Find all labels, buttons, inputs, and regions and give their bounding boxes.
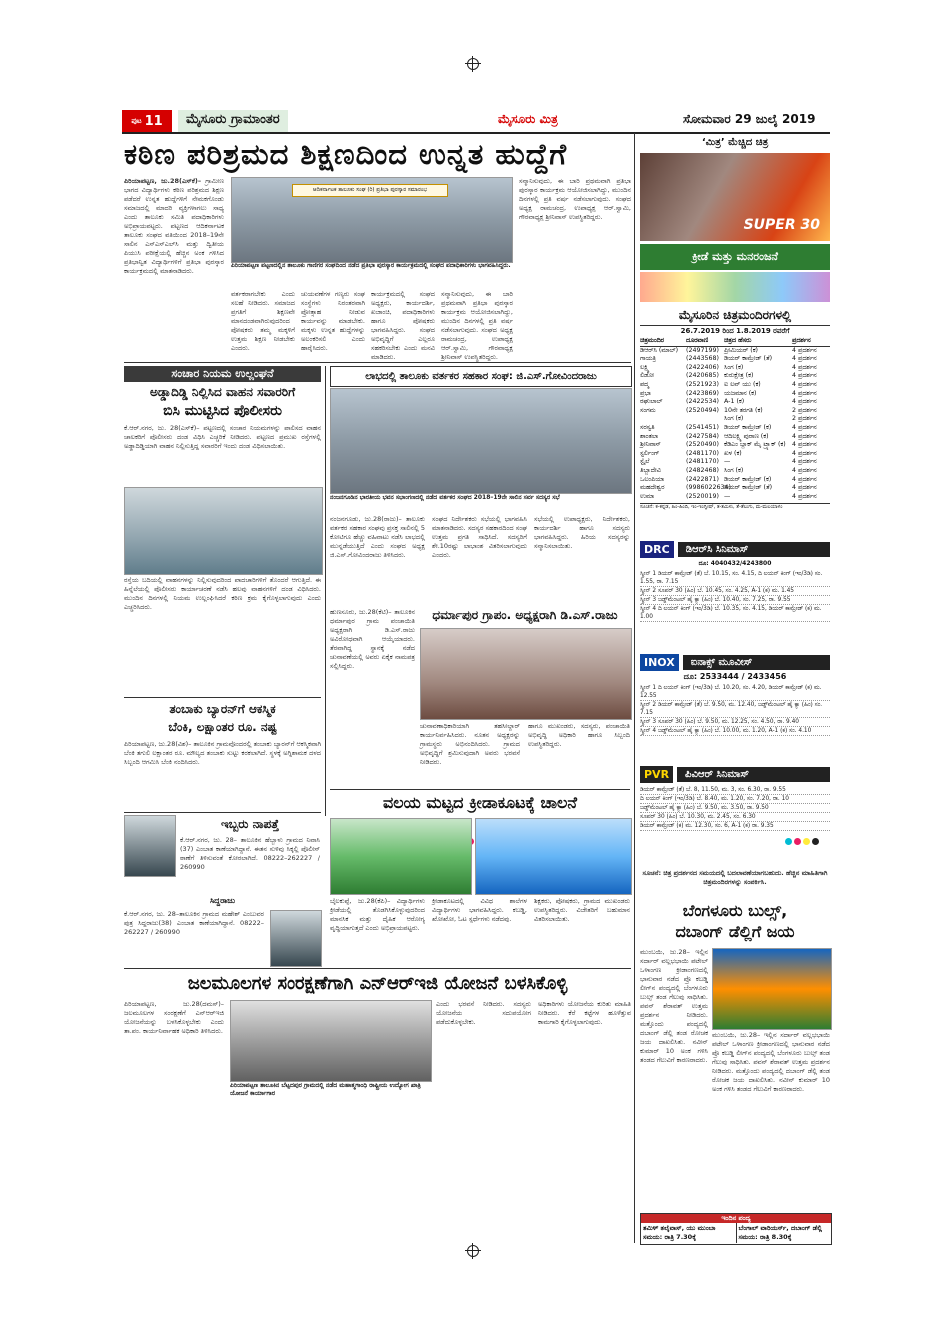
- table-cell: ಗಾಯತ್ರಿ: [640, 355, 656, 363]
- table-cell: (2520019): [686, 492, 719, 500]
- pvr-bar: [640, 765, 830, 783]
- today-match-2: ಬೆಂಗಾಲ್ ವಾರಿಯರ್ಸ್, ದಬಾಂಗ್ ಡೆಲ್ಲಿ: [738, 1224, 823, 1232]
- story6-headline: ಇಬ್ಬರು ನಾಪತ್ತೆ: [220, 817, 280, 831]
- table-cell: ಖಳ (ಕ): [724, 449, 742, 457]
- table-row: [640, 458, 830, 467]
- screen-listing: ಜಡ್ಜ್‌ಮೆಂಟಲ್ ಹೈ ಕ್ಯಾ (ಹಿಂ) ಬೆ. 9.50, ಮ. 3.50, ರಾ. 9.50: [640, 804, 830, 813]
- story1-column-4: ಕಾರ್ಯಕ್ರಮದಲ್ಲಿ ಸಂಘದ ಅಧ್ಯಕ್ಷರು, ಕಾರ್ಯದರ್ಶಿ, ಖಜಾಂಚಿ, ಪದಾಧಿಕಾರಿಗಳು ಹಾಗೂ ಪೋಷಕರು ಭಾಗವಹಿಸಿದ್ದರು. ಸಂಘದ ಅಭಿವೃದ್ಧಿಗೆ ಎಲ್ಲರೂ ಸಹಕರಿಸಬೇಕು ಎಂದು ಮನವಿ ಮಾಡಿದರು.: [371, 290, 435, 361]
- table-cell: (2422534): [686, 398, 719, 406]
- story6-body-2: ಕೆ.ಆರ್.ನಗರ, ಜು. 28–ತಾಲೂಕಿನ ಗ್ರಾಮದ ಮಹೇಶ್ ಎಂಬುವರ ಪುತ್ರ ಸಿದ್ದರಾಜು(38) ಎಂಬಾತ ಕಾಣೆಯಾಗಿದ್ದಾನೆ. 08222–262227 / 260990: [124, 910, 264, 936]
- table-row: [640, 450, 830, 459]
- screen-listing: ಸ್ಕ್ರೀನ್ 3 ಜಡ್ಜ್‌ಮೆಂಟಲ್ ಹೈ ಕ್ಯಾ (ಹಿಂ) ಬೆ. 10.40, ಸಂ. 7.25, ರಾ. 9.55: [640, 596, 830, 605]
- registration-mark-top: [467, 58, 479, 70]
- kabaddi-photo: [712, 948, 832, 1030]
- story1-column-6: [519, 177, 631, 360]
- inox-phone: ದೂ: 2533444 / 2433456: [683, 672, 787, 681]
- screen-listing: ಸ್ಕ್ರೀನ್ 4 ದಿ ಲಯನ್ ಕಿಂಗ್ (ಇಂ/3ಡಿ) ಬೆ. 10.35, ಸಂ. 4.15, ಡಿಯರ್ ಕಾಮ್ರೇಡ್ (ಕ) ಮ. 1.00: [640, 605, 830, 622]
- table-cell: ಒಲಂಪಿಯಾ: [640, 475, 665, 483]
- table-header: [640, 337, 830, 347]
- theatres-dates: 26.7.2019 ರಿಂದ 1.8.2019 ರವರೆಗೆ: [680, 327, 790, 335]
- story1-dateline: ಪಿರಿಯಾಪಟ್ಟಣ, ಜು.28(ಎಸ್‌ಕೆ)–: [124, 177, 202, 185]
- table-row: [640, 347, 830, 356]
- table-cell: ಸ್ಟೈಲೆ: [640, 458, 650, 466]
- table-cell: (2520494): [686, 406, 719, 414]
- inox-logo: INOX: [640, 654, 679, 671]
- table-row: [640, 493, 830, 502]
- story2-headline-1: ಅಡ್ಡಾದಿಡ್ಡಿ ನಿಲ್ಲಿಸಿದ ವಾಹನ ಸವಾರರಿಗೆ: [149, 385, 296, 399]
- missing-person-photo-2: [270, 910, 322, 967]
- table-cell: 4 ಪ್ರದರ್ಶನ: [792, 492, 817, 500]
- screen-listing: ಡಿಯರ್ ಕಾಮ್ರೇಡ್ (ಕ) ಮ. 12.30, ಸಂ. 6, A-1 (ಕ) ರಾ. 9.35: [640, 822, 830, 831]
- story7-photo-2: [475, 818, 632, 895]
- story4-column-2: ಚುನಾವಣಾಧಿಕಾರಿಯಾಗಿ ತಹಸೀಲ್ದಾರ್ ಕಾರ್ಯನಿರ್ವಹಿಸಿದರು. ನೂತನ ಅಧ್ಯಕ್ಷರನ್ನು ಗ್ರಾಮಸ್ಥರು ಅಭಿನಂದಿಸಿದರು. ಗ್ರಾಮದ ಅಭಿವೃದ್ಧಿಗೆ ಶ್ರಮಿಸುವುದಾಗಿ ಅವರು ಭರವಸೆ ನೀಡಿದರು.: [420, 722, 520, 766]
- table-cell: (2427584): [686, 432, 719, 440]
- table-cell: ಕುರುಕ್ಷೇತ್ರ (ಕ): [724, 372, 754, 380]
- story2-headline-2: ಬಿಸಿ ಮುಟ್ಟಿಸಿದ ಪೊಲೀಸರು: [163, 403, 282, 419]
- table-cell: 2 ಪ್ರದರ್ಶನ: [792, 415, 817, 423]
- table-row: [640, 398, 830, 407]
- page-label: ಪುಟ: [131, 116, 142, 125]
- theatres-title: ಮೈಸೂರಿನ ಚಿತ್ರಮಂದಿರಗಳಲ್ಲಿ: [640, 306, 830, 326]
- table-cell: 4 ಪ್ರದರ್ಶನ: [792, 441, 817, 449]
- table-cell: 4 ಪ್ರದರ್ಶನ: [792, 432, 817, 440]
- story6-body-1: ಕೆ.ಆರ್.ನಗರ, ಜು. 28– ತಾಲೂಕಿನ ಹೆಬ್ಬಾಳು ಗ್ರಾಮದ ನಿವಾಸಿ (37) ಎಂಬಾತ ಕಾಣೆಯಾಗಿದ್ದಾನೆ. ಈತನ ಸುಳಿವು ಸಿಕ್ಕಲ್ಲಿ ಪೊಲೀಸ್ ಠಾಣೆಗೆ ತಿಳಿಸುವಂತೆ ಕೋರಲಾಗಿದೆ. 08222–262227 / 260990: [180, 836, 320, 871]
- inox-screens: [640, 684, 830, 758]
- inox-bar: [640, 653, 830, 671]
- table-cell: (2443568): [686, 355, 719, 363]
- film-poster-logo: SUPER 30: [743, 217, 820, 233]
- table-cell: 4 ಪ್ರದರ್ಶನ: [792, 458, 817, 466]
- table-cell: ಶ್ರೀನಿವಾಸ್: [640, 441, 661, 449]
- table-cell: ರಘುಲಾಲ್: [640, 398, 663, 406]
- table-cell: (2497199): [686, 346, 719, 354]
- drc-phone: ದೂ: 4040432/4243800: [698, 560, 772, 567]
- pvr-name: ಪಿವಿಆರ್ ಸಿನಿಮಾಸ್: [677, 767, 830, 782]
- table-cell: ಡಿಯರ್ ಕಾಮ್ರೇಡ್ (ಕ): [724, 423, 772, 431]
- today-match-box: [640, 1213, 832, 1245]
- story8-column-1: ಪಿರಿಯಾಪಟ್ಟಣ, ಜು.28(ದಮಸ್)– ಜಲಮೂಲಗಳ ಸಂರಕ್ಷಣೆಗೆ ಎನ್‌ಆರ್‌ಇಜಿ ಯೋಜನೆಯನ್ನು ಬಳಸಿಕೊಳ್ಳಬೇಕು ಎಂದು ತಾ.ಪಂ. ಕಾರ್ಯನಿರ್ವಾಹಕ ಅಧಿಕಾರಿ ತಿಳಿಸಿದರು.: [124, 1000, 224, 1035]
- film-poster: [640, 153, 830, 241]
- table-cell: A-1 (ಕ): [724, 398, 745, 406]
- story6-subhead: ಸಿದ್ದರಾಜು: [209, 896, 236, 905]
- story8-photo: [230, 1000, 432, 1082]
- story7-photo-1: [330, 818, 472, 895]
- table-cell: ಐ ಲವ್ ಯು (ಕ): [724, 380, 761, 388]
- story1-text-6: ಸನ್ಮಾನಿಸುವುದು, ಈ ಬಾರಿ ಪ್ರಥಮವಾಗಿ ಪ್ರತಿಭಾ ಪುರಸ್ಕಾರ ಕಾರ್ಯಕ್ರಮ ಆಯೋಜಿಸಲಾಗಿದ್ದು, ಮುಂದಿನ ದಿನಗಳಲ್ಲಿ ಪ್ರತಿ ವರ್ಷ ನಡೆಸಲಾಗುವುದು. ಸಂಘದ ಅಧ್ಯಕ್ಷ ರಾಮಚಂದ್ರ, ಉಪಾಧ್ಯಕ್ಷ ಆರ್.ಸ್ವಾಮಿ, ಗೌರವಾಧ್ಯಕ್ಷ ಶ್ರೀನಿವಾಸ್ ಉಪಸ್ಥಿತರಿದ್ದರು.: [519, 177, 631, 221]
- table-cell: 4 ಪ್ರದರ್ಶನ: [792, 398, 817, 406]
- banner-decor: [640, 272, 830, 302]
- table-cell: ಯಜಮಾನ (ಕ): [724, 389, 757, 397]
- table-cell: 2 ಪ್ರದರ್ಶನ: [792, 406, 817, 414]
- story7-column-3: ಶಿಕ್ಷಕರು, ಪೋಷಕರು, ಗ್ರಾಮದ ಮುಖಂಡರು ಉಪಸ್ಥಿತರಿದ್ದರು. ವಿಜೇತರಿಗೆ ಬಹುಮಾನ ವಿತರಿಸಲಾಯಿತು.: [534, 897, 630, 923]
- screen-listing: ಸ್ಕ್ರೀನ್ 2 ಡಿಯರ್ ಕಾಮ್ರೇಡ್ (ತೆ) ಬೆ. 9.50, ಮ. 12.40, ಜಡ್ಜ್‌ಮೆಂಟಲ್ ಹೈ ಕ್ಯಾ (ಹಿಂ) ಸಂ. 7.15: [640, 701, 830, 718]
- pvr-logo: PVR: [640, 766, 673, 783]
- table-cell: ಲಿಡೋ: [640, 372, 655, 380]
- table-header-cell: ಚಿತ್ರದ ಹೆಸರು: [724, 337, 752, 344]
- table-row: [640, 381, 830, 390]
- table-row: [640, 476, 830, 485]
- table-cell: 4 ಪ್ರದರ್ಶನ: [792, 484, 817, 492]
- table-row: [640, 433, 830, 442]
- table-row: [640, 355, 830, 364]
- screen-listing: ಸೂಪರ್ 30 (ಹಿಂ) ಬೆ. 10.30, ಮ. 2.45, ಸಂ. 6.30: [640, 813, 830, 822]
- table-cell: (2520490): [686, 441, 719, 449]
- table-cell: ಸಿಂಗ (ಕ): [724, 363, 744, 371]
- today-time-1: ಸಮಯ: ರಾತ್ರಿ 7.30ಕ್ಕೆ: [643, 1233, 697, 1241]
- screen-listing: ಸ್ಕ್ರೀನ್ 1 ದಿ ಲಯನ್ ಕಿಂಗ್ (ಇಂ/3ಡಿ) ಬೆ. 10.20, ಸಂ. 4.20, ಡಿಯರ್ ಕಾಮ್ರೇಡ್ (ಕ) ಮ. 12.55: [640, 684, 830, 701]
- table-cell: (2422871): [686, 475, 719, 483]
- table-cell: ಕೆಡಿಎಂ ಬ್ಲಾಕ್ ಮೈ ಟ್ರ್ಯಾಕ್ (ಕ): [724, 441, 786, 449]
- story1-column-2: ವರ್ತಕರಾಗಬೇಕು ಎಂದು ಸಲಹೆ ನೀಡಿದರು. ಸಮಾಜದ ಪ್ರಗತಿಗೆ ಶಿಕ್ಷಣವೇ ಮಾನದಂಡವಾಗಿರುವುದರಿಂದ ಪೋಷಕರು ತಮ್ಮ ಮಕ್ಕಳಿಗೆ ಉತ್ತಮ ಶಿಕ್ಷಣ ನೀಡಬೇಕು ಎಂದರು.: [231, 290, 295, 352]
- story1-photo-banner: ಆದಿಕರ್ನಾಟಕ ತಾಲೂಕು ಸಂಘ (ರಿ) ಪ್ರತಿಭಾ ಪುರಸ್ಕಾರ ಸಮಾರಂಭ: [292, 184, 448, 197]
- film-pick-title: ‘ಮಿತ್ರ’ ಮೆಚ್ಚಿದ ಚಿತ್ರ: [701, 137, 769, 148]
- story2-kicker: ಸಂಚಾರ ನಿಯಮ ಉಲ್ಲಂಘನೆ: [124, 366, 321, 382]
- story1-photo: [231, 177, 513, 263]
- table-cell: (2482468): [686, 466, 719, 474]
- story4-photo: [420, 628, 632, 720]
- screen-listing: ದಿ ಲಯನ್ ಕಿಂಗ್ (ಇಂ/3ಡಿ) ಬೆ. 8.40, ಮ. 1.20, ಸಂ. 7.20, ರಾ. 10: [640, 795, 830, 804]
- story7-column-1: ಬೈಲಕುಪ್ಪೆ, ಜು.28(ಕೆಪಿ)– ವಿದ್ಯಾರ್ಥಿಗಳು ಕ್ರೀಡೆಯಲ್ಲಿ ತೊಡಗಿಸಿಕೊಳ್ಳುವುದರಿಂದ ಮಾನಸಿಕ ಮತ್ತು ದೈಹಿಕ ಆರೋಗ್ಯ ವೃದ್ಧಿಯಾಗುತ್ತದೆ ಎಂದು ಅಭಿಪ್ರಾಯಪಟ್ಟರು.: [330, 897, 425, 932]
- kabaddi-body: ಮುಂಬಯಿ, ಜು.28– ಇಲ್ಲಿನ ಸರ್ದಾರ್ ವಲ್ಲಭಭಾಯಿ ಪಟೇಲ್ ಒಳಾಂಗಣ ಕ್ರೀಡಾಂಗಣದಲ್ಲಿ ಭಾನುವಾರ ನಡೆದ ಪ್ರೊ ಕಬಡ್ಡಿ ಲೀಗ್‌ನ ಪಂದ್ಯದಲ್ಲಿ ಬೆಂಗಳೂರು ಬುಲ್ಸ್ ತಂಡ ಗೆಲುವು ಸಾಧಿಸಿತು. ಪವನ್ ಶೆರಾವತ್ ಉತ್ತಮ ಪ್ರದರ್ಶನ ನೀಡಿದರು. ಮತ್ತೊಂದು ಪಂದ್ಯದಲ್ಲಿ ದಬಾಂಗ್ ಡೆಲ್ಲಿ ತಂಡ ರೋಚಕ ಜಯ ದಾಖಲಿಸಿತು. ನವೀನ್ ಕುಮಾರ್ 10 ಅಂಕ ಗಳಿಸಿ ತಂಡದ ಗೆಲುವಿಗೆ ಕಾರಣರಾದರು.: [640, 948, 708, 1064]
- story8-caption: ಪಿರಿಯಾಪಟ್ಟಣ ತಾಲೂಕಿನ ಬೆಟ್ಟದಪುರ ಗ್ರಾಮದಲ್ಲಿ ನಡೆದ ಮಹಾತ್ಮಗಾಂಧಿ ರಾಷ್ಟ್ರೀಯ ಉದ್ಯೋಗ ಖಾತ್ರಿ ಯೋಜನೆ ಕಾರ್ಯಾಗಾರ: [230, 1082, 421, 1097]
- story7-column-2: ಕ್ರೀಡಾಕೂಟದಲ್ಲಿ ವಿವಿಧ ಶಾಲೆಗಳ ವಿದ್ಯಾರ್ಥಿಗಳು ಭಾಗವಹಿಸಿದ್ದರು. ಕಬಡ್ಡಿ, ಖೋಖೋ, ಓಟ ಸ್ಪರ್ಧೆಗಳು ನಡೆದವು.: [432, 897, 527, 923]
- story5-headline-1: ತಂಬಾಕು ಬ್ಯಾರನ್‌ಗೆ ಆಕಸ್ಮಿಕ: [169, 702, 276, 716]
- table-cell: 4 ಪ್ರದರ್ಶನ: [792, 363, 817, 371]
- rule-story7-bottom: [124, 968, 631, 969]
- table-row: [640, 424, 830, 433]
- page-number-badge: [122, 110, 172, 132]
- table-cell: ಸರಸ್ವತಿ: [640, 423, 655, 431]
- story1-caption: ಪಿರಿಯಾಪಟ್ಟಣ ಪಟ್ಟಣದಲ್ಲಿನ ತಾಲೂಕು ಗಾಣಿಗರ ಸಂಘದಿಂದ ನಡೆದ ಪ್ರತಿಭಾ ಪುರಸ್ಕಾರ ಕಾರ್ಯಕ್ರಮದಲ್ಲಿ ಸಂಘದ ಪದಾಧಿಕಾರಿಗಳು ಭಾಗವಹಿಸಿದ್ದರು.: [231, 262, 511, 269]
- table-cell: ಡಿಯರ್ ಕಾಮ್ರೇಡ್ (ತೆ): [724, 484, 773, 492]
- drc-screens: [640, 570, 830, 644]
- table-cell: ತಿಬ್ಬಾದೇವಿ: [640, 466, 661, 474]
- table-cell: (2481170): [686, 449, 719, 457]
- kabaddi-headline-1: ಬೆಂಗಳೂರು ಬುಲ್ಸ್,: [682, 901, 788, 920]
- story4-column-1: ಹುಣಸೂರು, ಜು.28(ಕೆಟಿ)– ತಾಲೂಕಿನ ಧರ್ಮಾಪುರ ಗ್ರಾಮ ಪಂಚಾಯಿತಿ ಅಧ್ಯಕ್ಷರಾಗಿ ಡಿ.ಎಸ್.ರಾಜು ಅವಿರೋಧವಾಗಿ ಆಯ್ಕೆಯಾದರು. ತೆರವಾಗಿದ್ದ ಸ್ಥಾನಕ್ಕೆ ನಡೆದ ಚುನಾವಣೆಯಲ್ಲಿ ಅವರು ಏಕೈಕ ನಾಮಪತ್ರ ಸಲ್ಲಿಸಿದ್ದರು.: [330, 608, 415, 670]
- table-cell: (2481170): [686, 458, 719, 466]
- table-cell: ಆದಿಲಕ್ಷ್ಮಿ ಪುರಾಣ (ಕ): [724, 432, 769, 440]
- rule-story5-bottom: [124, 812, 321, 813]
- theatres-table: [640, 337, 830, 501]
- rule-story4-bottom: [330, 789, 630, 790]
- table-row: [640, 484, 830, 493]
- story8-column-2: ಎಂದು ಭರವಸೆ ನೀಡಿದರು. ಸದಸ್ಯರು ಯೋಜನೆಯ ಸದುಪಯೋಗ ಪಡೆದುಕೊಳ್ಳಬೇಕು.: [436, 1000, 531, 1026]
- table-cell: ಸಿಂಗ (ಕ): [724, 466, 744, 474]
- story1-column-3: ಚುಯವಣೆಗಳ ಗಣ್ಯರು ಸಂಘ ಸಂಸ್ಥೆಗಳು ನಿರಂತರವಾಗಿ ಪ್ರೋತ್ಸಾಹ ನೀಡುವ ಕಾರ್ಯವನ್ನು ಮಾಡಬೇಕು. ಮಕ್ಕಳು ಉನ್ನತ ಹುದ್ದೆಗಳನ್ನು ಅಲಂಕರಿಸಲಿ ಎಂದು ಹಾರೈಸಿದರು.: [301, 290, 365, 352]
- story5-body: ಪಿರಿಯಾಪಟ್ಟಣ, ಜು.28(ವಿಶ)– ತಾಲೂಕಿನ ಗ್ರಾಮವೊಂದರಲ್ಲಿ ತಂಬಾಕು ಬ್ಯಾರನ್‌ಗೆ ಆಕಸ್ಮಿಕವಾಗಿ ಬೆಂಕಿ ತಗುಲಿ ಲಕ್ಷಾಂತರ ರೂ. ಮೌಲ್ಯದ ತಂಬಾಕು ಸುಟ್ಟು ಕರಕಲಾಗಿದೆ. ಸ್ಥಳಕ್ಕೆ ಅಗ್ನಿಶಾಮಕ ದಳದ ಸಿಬ್ಬಂದಿ ಆಗಮಿಸಿ ಬೆಂಕಿ ನಂದಿಸಿದರು.: [124, 740, 321, 766]
- table-cell: 4 ಪ್ರದರ್ಶನ: [792, 380, 817, 388]
- today-match-1: ತಮಿಳ್ ತಲೈವಾಸ್, ಯು ಮುಂಬಾ: [643, 1224, 716, 1232]
- screen-listing: ಸ್ಕ್ರೀನ್ 2 ಸೂಪರ್ 30 (ಹಿಂ) ಬೆ. 10.45, ಸಂ. 4.25, A-1 (ಕ) ಮ. 1.45: [640, 587, 830, 596]
- table-row: [640, 441, 830, 450]
- table-cell: ಸಂಗಮ: [640, 406, 656, 414]
- table-cell: (9986022634): [686, 484, 731, 492]
- rule-story2-bottom: [124, 697, 321, 698]
- table-cell: 4 ಪ್ರದರ್ಶನ: [792, 423, 817, 431]
- table-cell: 10ನೇ ತರಗತಿ (ಕ): [724, 406, 763, 414]
- table-cell: [640, 415, 686, 424]
- table-cell: 4 ಪ್ರದರ್ಶನ: [792, 449, 817, 457]
- story7-headline: ವಲಯ ಮಟ್ಟದ ಕ್ರೀಡಾಕೂಟಕ್ಕೆ ಚಾಲನೆ: [383, 793, 577, 812]
- drc-logo: DRC: [640, 541, 674, 558]
- table-cell: ಮಹದೇಶ್ವರ: [640, 484, 665, 492]
- table-row: [640, 407, 830, 416]
- page-number: 11: [144, 113, 163, 129]
- story3-caption: ನಂಜನಗೂಡಿನ ಭಾರತೀಯ ಭವನ ಸಭಾಂಗಣದಲ್ಲಿ ನಡೆದ ವರ್ತಕರ ಸಂಘದ 2018–19ನೇ ಸಾಲಿನ ಸರ್ವ ಸದಸ್ಯರ ಸಭೆ: [330, 494, 560, 501]
- story2-body-bottom: ರಸ್ತೆಯ ಬದಿಯಲ್ಲಿ ವಾಹನಗಳನ್ನು ನಿಲ್ಲಿಸುವುದರಿಂದ ಪಾದಚಾರಿಗಳಿಗೆ ತೊಂದರೆ ಆಗುತ್ತಿದೆ. ಈ ಹಿನ್ನೆಲೆಯಲ್ಲಿ ಪೊಲೀಸರು ಕಾರ್ಯಾಚರಣೆ ನಡೆಸಿ ಹಲವು ವಾಹನಗಳಿಗೆ ದಂಡ ವಿಧಿಸಿದರು. ಮುಂದಿನ ದಿನಗಳಲ್ಲಿ ನಿಯಮ ಉಲ್ಲಂಘಿಸಿದರೆ ಕಠಿಣ ಕ್ರಮ ಕೈಗೊಳ್ಳಲಾಗುವುದು ಎಂದು ಎಚ್ಚರಿಸಿದರು.: [124, 576, 321, 611]
- masthead: ಮೈಸೂರು ಮಿತ್ರ: [498, 112, 558, 126]
- table-cell: (2521923): [686, 380, 719, 388]
- story1-column-1: [124, 177, 224, 360]
- kabaddi-headline-2: ದಬಾಂಗ್ ಡೆಲ್ಲಿಗೆ ಜಯ: [675, 922, 795, 941]
- table-cell: (2422406): [686, 363, 719, 371]
- table-cell: ಉಮಾ: [640, 492, 655, 500]
- table-cell: 4 ಪ್ರದರ್ಶನ: [792, 372, 817, 380]
- table-cell: 4 ಪ್ರದರ್ಶನ: [792, 389, 817, 397]
- story4-column-3: ಹಾಗೂ ಮುಖಂಡರು, ಸದಸ್ಯರು, ಪಂಚಾಯಿತಿ ಅಭಿವೃದ್ಧಿ ಅಧಿಕಾರಿ ಹಾಗೂ ಸಿಬ್ಬಂದಿ ಉಪಸ್ಥಿತರಿದ್ದರು.: [528, 722, 630, 748]
- story3-photo: [330, 388, 632, 494]
- table-header-cell: ಪ್ರದರ್ಶನ: [792, 337, 811, 344]
- table-cell: —: [724, 492, 731, 500]
- drc-name: ಡಿಆರ್‌ಸಿ ಸಿನಿಮಾಸ್: [678, 542, 830, 557]
- screen-listing: ಸ್ಕ್ರೀನ್ 3 ಸೂಪರ್ 30 (ಹಿಂ) ಬೆ. 9.50, ಮ. 12.25, ಸಂ. 4.50, ರಾ. 9.40: [640, 718, 830, 727]
- pvr-screens: [640, 786, 830, 866]
- section-name: ಮೈಸೂರು ಗ್ರಾಮಾಂತರ: [178, 110, 288, 132]
- story3-column-3: ಸಭೆಯಲ್ಲಿ ಉಪಾಧ್ಯಕ್ಷರು, ನಿರ್ದೇಶಕರು, ಕಾರ್ಯದರ್ಶಿ ಹಾಗೂ ಸದಸ್ಯರು ಭಾಗವಹಿಸಿದ್ದರು. ಹಿರಿಯ ಸದಸ್ಯರನ್ನು ಸನ್ಮಾನಿಸಲಾಯಿತು.: [534, 515, 630, 550]
- story2-photo: [124, 487, 323, 575]
- story4-headline: ಧರ್ಮಾಪುರ ಗ್ರಾಪಂ. ಅಧ್ಯಕ್ಷರಾಗಿ ಡಿ.ಎಸ್.ರಾಜು: [432, 608, 618, 622]
- today-time-2: ಸಮಯ: ರಾತ್ರಿ 8.30ಕ್ಕೆ: [738, 1233, 792, 1241]
- drc-bar: [640, 540, 830, 558]
- table-cell: 4 ಪ್ರದರ್ಶನ: [792, 475, 817, 483]
- table-row: [640, 364, 830, 373]
- table-row: [640, 467, 830, 476]
- table-cell: ಪ್ರಭಾ: [640, 389, 651, 397]
- table-cell: ಲಕ್ಷ್ಮಿ: [640, 363, 650, 371]
- table-cell: 4 ಪ್ರದರ್ಶನ: [792, 346, 817, 354]
- inox-name: ಐನಾಕ್ಸ್ ಮೂವೀಸ್: [683, 655, 830, 670]
- screen-listing: ಸ್ಕ್ರೀನ್ 4 ಜಡ್ಜ್‌ಮೆಂಟಲ್ ಹೈ ಕ್ಯಾ (ಹಿಂ) ಬೆ. 10.00, ಮ. 1.20, A-1 (ಕ) ಸಂ. 4.10: [640, 727, 830, 736]
- screen-listing: ಡಿಯರ್ ಕಾಮ್ರೇಡ್ (ತೆ) ಬೆ. 8, 11.50, ಮ. 3, ಸಂ. 6.30, ರಾ. 9.55: [640, 786, 830, 795]
- table-row: [640, 372, 830, 381]
- table-cell: (2541451): [686, 423, 719, 431]
- column-divider-1: [325, 366, 326, 816]
- table-cell: ಪದ್ಮ: [640, 380, 649, 388]
- table-cell: ಡಿಯರ್ ಕಾಮ್ರೇಡ್ (ಕ): [724, 475, 772, 483]
- table-cell: —: [724, 458, 731, 466]
- story8-column-3: ಅಧಿಕಾರಿಗಳು ಯೋಜನೆಯ ಕುರಿತು ಮಾಹಿತಿ ನೀಡಿದರು. ಕೆರೆ ಕಟ್ಟೆಗಳ ಹೂಳೆತ್ತುವ ಕಾಮಗಾರಿ ಕೈಗೊಳ್ಳಲಾಗುವುದು.: [538, 1000, 631, 1026]
- table-cell: ಸ್ಟರ್ಲಿಂಗ್: [640, 449, 660, 457]
- table-cell: ಡಿಯರ್ ಕಾಮ್ರೇಡ್ (ತೆ): [724, 355, 773, 363]
- table-header-cell: ದೂರವಾಣಿ: [686, 337, 709, 344]
- rule-story1-bottom: [124, 362, 631, 363]
- sidebar-divider: [634, 133, 635, 1243]
- table-cell: 4 ಪ್ರದರ್ಶನ: [792, 466, 817, 474]
- table-header-cell: ಚಿತ್ರಮಂದಿರ: [640, 337, 665, 344]
- cinema-notice: ಸೂಚನೆ: ಚಿತ್ರ ಪ್ರದರ್ಶನದ ಸಮಯದಲ್ಲಿ ಬದಲಾವಣೆಯಾಗಬಹುದು. ಹೆಚ್ಚಿನ ಮಾಹಿತಿಗಾಗಿ ಚಿತ್ರಮಂದಿರಗಳನ್ನು ಸಂಪರ್ಕಿಸಿ.: [642, 869, 828, 886]
- story5-headline-2: ಬೆಂಕಿ, ಲಕ್ಷಾಂತರ ರೂ. ನಷ್ಟ: [168, 720, 277, 734]
- registration-mark-bottom: [467, 1245, 479, 1257]
- theatres-legend: ಸೂಚನೆ: ಕ-ಕನ್ನಡ, ಹಿಂ-ಹಿಂದಿ, ಇಂ-ಇಂಗ್ಲೀಷ್, ತ-ತಮಿಳು, ತೆ-ತೆಲುಗು, ಮ-ಮಲಯಾಳಂ: [640, 503, 830, 518]
- story1-column-5: ಸನ್ಮಾನಿಸುವುದು, ಈ ಬಾರಿ ಪ್ರಥಮವಾಗಿ ಪ್ರತಿಭಾ ಪುರಸ್ಕಾರ ಕಾರ್ಯಕ್ರಮ ಆಯೋಜಿಸಲಾಗಿದ್ದು, ಮುಂದಿನ ದಿನಗಳಲ್ಲಿ ಪ್ರತಿ ವರ್ಷ ನಡೆಸಲಾಗುವುದು. ಸಂಘದ ಅಧ್ಯಕ್ಷ ರಾಮಚಂದ್ರ, ಉಪಾಧ್ಯಕ್ಷ ಆರ್.ಸ್ವಾಮಿ, ಗೌರವಾಧ್ಯಕ್ಷ ಶ್ರೀನಿವಾಸ್ ಉಪಸ್ಥಿತರಿದ್ದರು.: [441, 290, 513, 361]
- story1-text-1: ಗ್ರಾಮೀಣ ಭಾಗದ ವಿದ್ಯಾರ್ಥಿಗಳು ಕಠಿಣ ಪರಿಶ್ರಮದ ಶಿಕ್ಷಣ ಪಡೆದರೆ ಉನ್ನತ ಹುದ್ದೆಗಳಿಗೆ ನೇಮಕಗೊಂಡು ಸಮಾಜದಲ್ಲಿ ಮಾದರಿ ವ್ಯಕ್ತಿಗಳಾಗಲು ಸಾಧ್ಯ ಎಂದು ತಾಲೂಕು ಸಮಿತಿ ಪದಾಧಿಕಾರಿಗಳು ಅಭಿಪ್ರಾಯಪಟ್ಟರು. ಪಟ್ಟಣದ ಆದಿಕರ್ನಾಟಕ ತಾಲೂಕು ಸಂಘದ ವತಿಯಿಂದ 2018–19ನೇ ಸಾಲಿನ ಎಸ್‌ಎಸ್‌ಎಲ್‌ಸಿ ಮತ್ತು ದ್ವಿತೀಯ ಪಿಯುಸಿ ಪರೀಕ್ಷೆಯಲ್ಲಿ ಹೆಚ್ಚಿನ ಅಂಕ ಗಳಿಸಿದ ಪ್ರತಿಭಾನ್ವಿತ ವಿದ್ಯಾರ್ಥಿಗಳಿಗೆ ಪ್ರತಿಭಾ ಪುರಸ್ಕಾರ ಕಾರ್ಯಕ್ರಮದಲ್ಲಿ ಮಾತನಾಡಿದರು.: [124, 177, 224, 275]
- issue-date: ಸೋಮವಾರ 29 ಜುಲೈ 2019: [683, 112, 816, 126]
- table-cell: ಡಿಆರ್‌ಸಿ (ಮಾಲ್): [640, 346, 679, 354]
- table-cell: (2423869): [686, 389, 719, 397]
- table-cell: (2420685): [686, 372, 719, 380]
- story2-body-top: ಕೆ.ಆರ್.ನಗರ, ಜು. 28(ಎಸ್‌ಕೆ)– ಪಟ್ಟಣದಲ್ಲಿ ಸಂಚಾರ ನಿಯಮಗಳನ್ನು ಪಾಲಿಸದ ವಾಹನ ಚಾಲಕರಿಗೆ ಪೊಲೀಸರು ದಂಡ ವಿಧಿಸಿ ಎಚ್ಚರಿಕೆ ನೀಡಿದರು. ಪಟ್ಟಣದ ಪ್ರಮುಖ ರಸ್ತೆಗಳಲ್ಲಿ ಅಡ್ಡಾದಿಡ್ಡಿಯಾಗಿ ವಾಹನ ನಿಲ್ಲಿಸುತ್ತಿದ್ದ ಸವಾರರಿಗೆ ಇಂದು ದಂಡ ವಿಧಿಸಲಾಯಿತು.: [124, 424, 321, 450]
- table-cell: [686, 415, 724, 424]
- story1-headline: ಕಠಿಣ ಪರಿಶ್ರಮದ ಶಿಕ್ಷಣದಿಂದ ಉನ್ನತ ಹುದ್ದೆಗೆ: [124, 137, 568, 171]
- today-match-title: ಇಂದಿನ ಪಂದ್ಯ: [641, 1214, 831, 1223]
- table-row: [640, 390, 830, 399]
- screen-listing: ಸ್ಕ್ರೀನ್ 1 ಡಿಯರ್ ಕಾಮ್ರೇಡ್ (ತೆ) ಬೆ. 10.15, ಸಂ. 4.15, ದಿ ಲಯನ್ ಕಿಂಗ್ (ಇಂ/3ಡಿ) ಸಂ. 1.55, ರಾ. 7.15: [640, 570, 830, 587]
- story8-headline: ಜಲಮೂಲಗಳ ಸಂರಕ್ಷಣೆಗಾಗಿ ಎನ್‌ಆರ್‌ಇಜಿ ಯೋಜನೆ ಬಳಸಿಕೊಳ್ಳಿ: [187, 973, 568, 994]
- table-cell: ಶಾಂತಲಾ: [640, 432, 659, 440]
- sports-entertainment-banner: ಕ್ರೀಡೆ ಮತ್ತು ಮನರಂಜನೆ: [640, 244, 830, 270]
- kabaddi-body-right: ಮುಂಬಯಿ, ಜು.28– ಇಲ್ಲಿನ ಸರ್ದಾರ್ ವಲ್ಲಭಭಾಯಿ ಪಟೇಲ್ ಒಳಾಂಗಣ ಕ್ರೀಡಾಂಗಣದಲ್ಲಿ ಭಾನುವಾರ ನಡೆದ ಪ್ರೊ ಕಬಡ್ಡಿ ಲೀಗ್‌ನ ಪಂದ್ಯದಲ್ಲಿ ಬೆಂಗಳೂರು ಬುಲ್ಸ್ ತಂಡ ಗೆಲುವು ಸಾಧಿಸಿತು. ಪವನ್ ಶೆರಾವತ್ ಉತ್ತಮ ಪ್ರದರ್ಶನ ನೀಡಿದರು. ಮತ್ತೊಂದು ಪಂದ್ಯದಲ್ಲಿ ದಬಾಂಗ್ ಡೆಲ್ಲಿ ತಂಡ ರೋಚಕ ಜಯ ದಾಖಲಿಸಿತು. ನವೀನ್ ಕುಮಾರ್ 10 ಅಂಕ ಗಳಿಸಿ ತಂಡದ ಗೆಲುವಿಗೆ ಕಾರಣರಾದರು.: [712, 1031, 830, 1093]
- table-cell: ಪ್ರೀಮಿಯರ್ (ಕ): [724, 346, 759, 354]
- story3-column-1: ನಂಜನಗೂಡು, ಜು.28(ರಾಜು)– ತಾಲೂಕು ವರ್ತಕರ ಸಹಕಾರ ಸಂಘವು ಪ್ರಸಕ್ತ ಸಾಲಿನಲ್ಲಿ 5 ಕೋಟಿಗೂ ಹೆಚ್ಚು ವಹಿವಾಟು ನಡೆಸಿ ಲಾಭದಲ್ಲಿ ಮುನ್ನಡೆಯುತ್ತಿದೆ ಎಂದು ಸಂಘದ ಅಧ್ಯಕ್ಷ ಜಿ.ಎಸ್.ಗೋವಿಂದರಾಜು ತಿಳಿಸಿದರು.: [330, 515, 425, 559]
- story3-column-2: ಸಂಘದ ನಿರ್ದೇಶಕರು ಸಭೆಯಲ್ಲಿ ಭಾಗವಹಿಸಿ ಮಾತನಾಡಿದರು. ಸದಸ್ಯರ ಸಹಕಾರದಿಂದ ಸಂಘ ಉತ್ತಮ ಪ್ರಗತಿ ಸಾಧಿಸಿದೆ. ಸದಸ್ಯರಿಗೆ ಶೇ.10ರಷ್ಟು ಲಾಭಾಂಶ ವಿತರಿಸಲಾಗುವುದು ಎಂದರು.: [432, 515, 527, 559]
- table-cell: ಸಿಂಗ (ಕ): [724, 415, 744, 423]
- missing-person-photo-1: [124, 815, 176, 877]
- table-cell: 4 ಪ್ರದರ್ಶನ: [792, 355, 817, 363]
- story3-headline: ಲಾಭದಲ್ಲಿ ತಾಲೂಕು ವರ್ತಕರ ಸಹಕಾರ ಸಂಘ: ಜಿ.ಎಸ್.ಗೋವಿಂದರಾಜು: [330, 366, 632, 387]
- table-row: [640, 415, 830, 424]
